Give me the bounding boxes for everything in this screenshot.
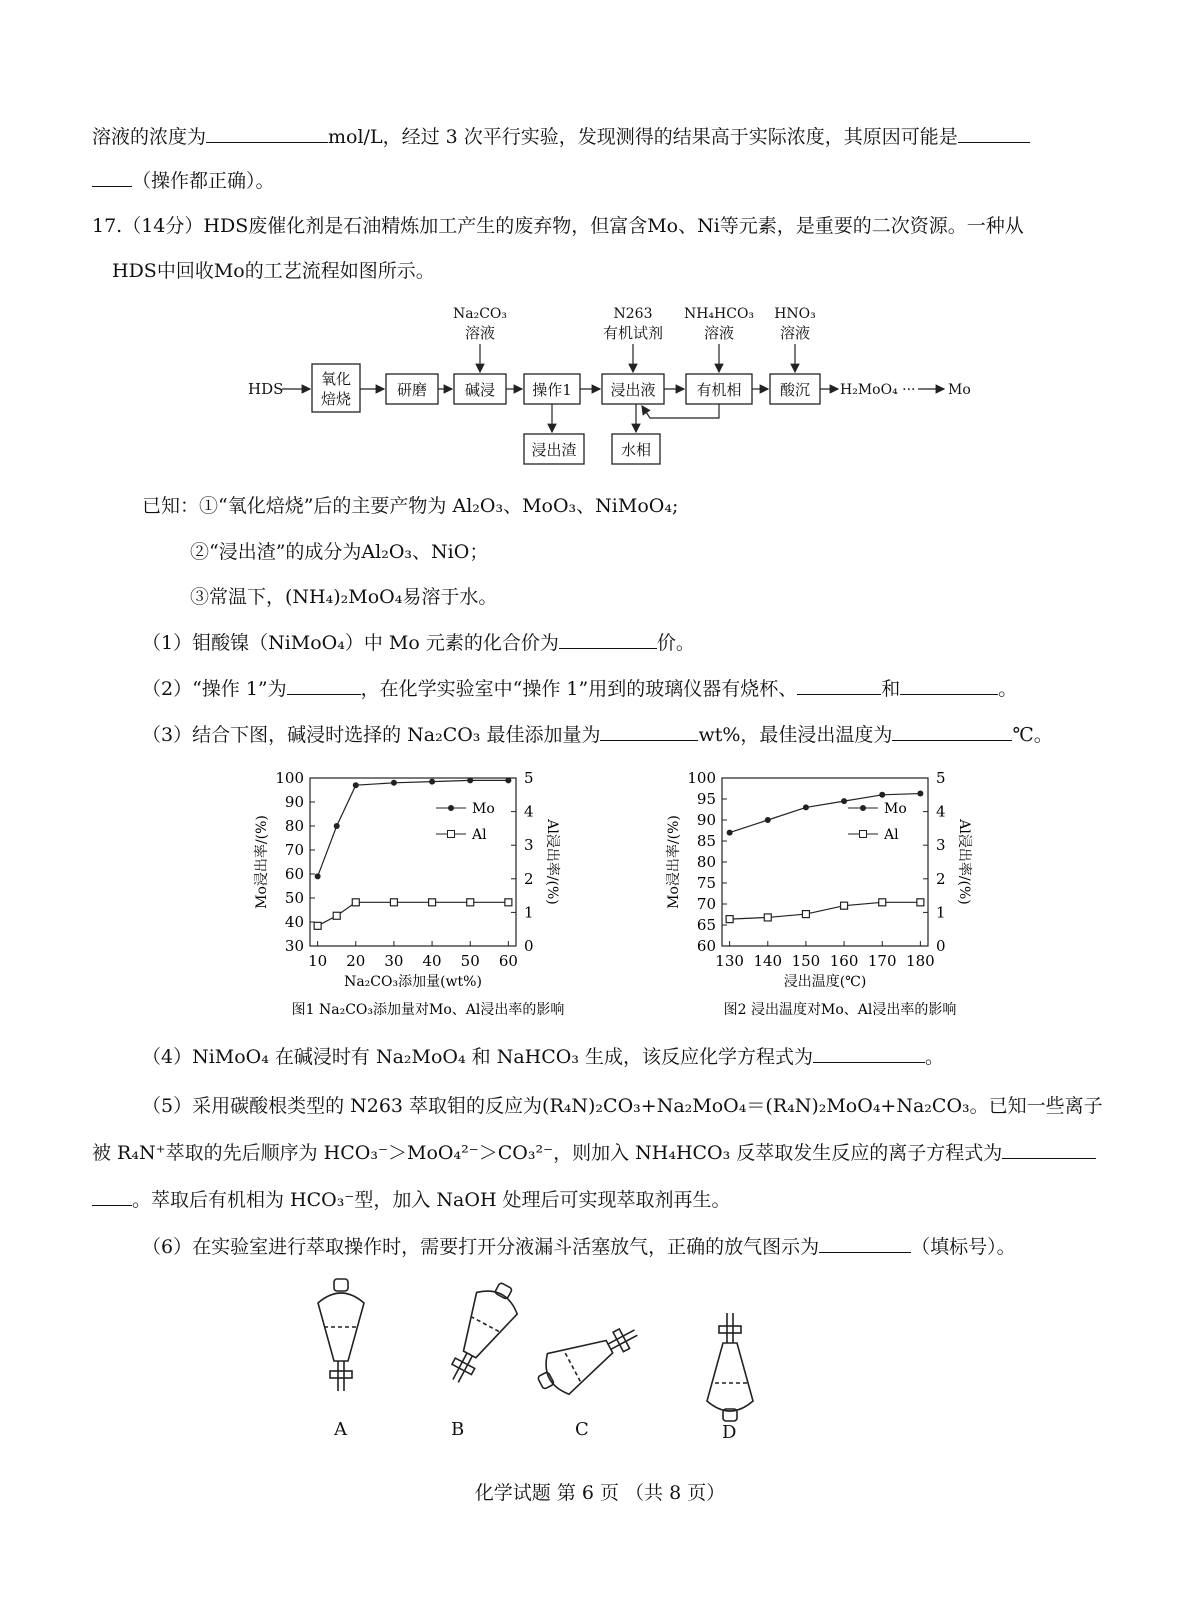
y-tick-label: 80 — [284, 817, 304, 835]
data-point-al — [505, 899, 512, 906]
y-tick-label: 95 — [696, 790, 716, 808]
question-3-text: （3）结合下图，碱浸时选择的 Na₂CO₃ 最佳添加量为 — [142, 724, 601, 746]
x-tick-label: 170 — [867, 952, 897, 970]
box-acid-precip-text: 酸沉 — [779, 381, 811, 399]
y2-tick-label: 2 — [524, 869, 534, 888]
data-point-mo — [353, 782, 359, 788]
y2-tick-label: 4 — [524, 802, 534, 821]
answer-blank[interactable] — [900, 674, 998, 695]
question-4-text: （4）NiMoO₄ 在碱浸时有 Na₂MoO₄ 和 NaHCO₃ 生成，该反应化学方程式为 — [142, 1046, 813, 1068]
known-1 — [142, 492, 1120, 520]
legend-marker — [448, 831, 455, 838]
data-point-mo — [429, 779, 435, 785]
answer-blank[interactable] — [287, 674, 361, 695]
answer-blank[interactable] — [559, 628, 657, 649]
x-tick-label: 150 — [791, 952, 821, 970]
data-point-al — [726, 916, 733, 923]
y-tick-label: 60 — [284, 865, 304, 883]
legend-marker — [860, 805, 866, 811]
known-3-text: ③常温下，(NH₄)₂MoO₄易溶于水。 — [190, 586, 498, 608]
y-tick-label: 100 — [687, 769, 716, 787]
chart-leach-temperature — [650, 762, 1030, 1032]
y-tick-label: 90 — [284, 793, 304, 811]
q17-heading-text: 17.（14分）HDS废催化剂是石油精炼加工产生的废弃物，但富含Mo、Ni等元素，是重要的二次资源。一种从 — [92, 215, 1024, 237]
y2-tick-label: 2 — [936, 869, 946, 888]
data-point-mo — [765, 817, 771, 823]
y-axis-label: Mo浸出率/(%) — [254, 815, 270, 909]
q17-heading — [92, 212, 1120, 240]
question-5-line2 — [92, 1138, 1120, 1167]
box-alkali-leach-text: 碱浸 — [464, 381, 496, 399]
funnel-label-b: B — [451, 1419, 465, 1440]
reagent3-solution: 溶液 — [703, 324, 735, 342]
q16-tail-line1 — [92, 122, 1120, 151]
y-tick-label: 70 — [284, 841, 304, 859]
separatory-funnel-options — [290, 1275, 770, 1455]
data-point-al — [879, 899, 886, 906]
box-grinding-text: 研磨 — [396, 381, 428, 399]
question-1-suffix: 价。 — [656, 632, 695, 654]
y-tick-label: 75 — [696, 874, 716, 892]
x-tick-label: 180 — [906, 952, 935, 970]
known-3 — [190, 583, 1120, 611]
box-operation-1-text: 操作1 — [532, 381, 572, 399]
x-tick-label: 130 — [715, 952, 744, 970]
funnel-label-a: A — [334, 1419, 347, 1440]
legend-label: Al — [472, 827, 487, 843]
flow-product: H₂MoO₄ ··· — [840, 382, 916, 398]
box-leachate-text: 浸出液 — [610, 381, 656, 399]
data-point-al — [467, 899, 474, 906]
data-point-mo — [315, 873, 321, 879]
data-point-mo — [505, 777, 511, 783]
legend-marker — [448, 805, 454, 811]
data-point-al — [333, 912, 340, 919]
reagent1-solution: 溶液 — [464, 324, 496, 342]
flow-final: Mo — [948, 382, 971, 398]
y-tick-label: 30 — [284, 937, 304, 955]
y2-tick-label: 3 — [936, 836, 946, 855]
data-point-mo — [467, 777, 473, 783]
y-tick-label: 70 — [696, 895, 716, 913]
legend-label: Al — [884, 827, 899, 843]
funnel-label-c: C — [575, 1419, 589, 1440]
funnel-c-icon — [530, 1312, 647, 1403]
data-point-al — [429, 899, 436, 906]
known-1-text: 已知：①“氧化焙烧”后的主要产物为 Al₂O₃、MoO₃、NiMoO₄; — [142, 495, 679, 517]
data-point-al — [352, 899, 359, 906]
legend-label: Mo — [884, 801, 907, 817]
y2-tick-label: 0 — [524, 937, 534, 955]
page-footer: 化学试题 第 6 页 （共 8 页） — [474, 1482, 726, 1504]
question-5-text-b: 被 R₄N⁺萃取的先后顺序为 HCO₃⁻＞MoO₄²⁻＞CO₃²⁻，则加入 NH₄HCO₃ 反萃取发生反应的离子方程式为 — [92, 1142, 1003, 1164]
answer-blank[interactable] — [92, 166, 132, 187]
data-point-al — [764, 914, 771, 921]
text-l2: （操作都正确）。 — [132, 170, 275, 192]
x-tick-label: 20 — [346, 952, 366, 970]
x-tick-label: 160 — [829, 952, 859, 970]
question-4-suffix: 。 — [925, 1046, 945, 1068]
answer-blank[interactable] — [206, 122, 328, 143]
y-tick-label: 85 — [696, 832, 716, 850]
x-axis-label: 浸出温度(℃) — [783, 974, 867, 990]
y2-tick-label: 1 — [524, 903, 534, 922]
answer-blank[interactable] — [813, 1042, 925, 1063]
data-point-al — [314, 922, 321, 929]
y-tick-label: 60 — [696, 937, 716, 955]
question-5-line3 — [92, 1185, 1120, 1214]
data-point-mo — [841, 798, 847, 804]
data-point-mo — [879, 792, 885, 798]
known-2 — [190, 538, 1120, 566]
text-l1b: mol/L，经过 3 次平行实验，发现测得的结果高于实际浓度，其原因可能是 — [328, 126, 958, 148]
data-point-mo — [391, 780, 397, 786]
answer-blank[interactable] — [819, 1232, 911, 1253]
q17-heading-2 — [112, 257, 1120, 285]
box-oxidation-text2: 焙烧 — [320, 390, 352, 408]
box-organic-phase-text: 有机相 — [696, 381, 742, 399]
box-aqueous-text: 水相 — [620, 441, 652, 459]
question-2-text-d: 。 — [998, 678, 1018, 700]
known-2-text: ②“浸出渣”的成分为Al₂O₃、NiO； — [190, 541, 489, 563]
reagent2-solution: 有机试剂 — [602, 324, 664, 342]
x-tick-label: 140 — [753, 952, 783, 970]
question-6-text: （6）在实验室进行萃取操作时，需要打开分液漏斗活塞放气，正确的放气图示为 — [142, 1236, 820, 1258]
reagent4-solution: 溶液 — [779, 324, 811, 342]
answer-blank[interactable] — [958, 122, 1030, 143]
data-point-mo — [803, 804, 809, 810]
question-3 — [142, 720, 1120, 749]
question-2-text-c: 和 — [881, 678, 901, 700]
y-tick-label: 40 — [284, 913, 304, 931]
question-2 — [142, 674, 1120, 703]
y2-tick-label: 0 — [936, 937, 946, 955]
question-5 — [142, 1092, 1120, 1120]
y-tick-label: 50 — [284, 889, 304, 907]
x-tick-label: 60 — [498, 952, 518, 970]
chart-title: 图1 Na₂CO₃添加量对Mo、Al浸出率的影响 — [291, 1002, 565, 1018]
question-1 — [142, 628, 1120, 657]
y-tick-label: 90 — [696, 811, 716, 829]
process-flow-diagram — [230, 300, 990, 470]
question-3-text-c: ℃。 — [1012, 724, 1053, 746]
y-axis-label: Mo浸出率/(%) — [666, 815, 682, 909]
series-line-al — [730, 902, 921, 919]
y2-tick-label: 3 — [524, 836, 534, 855]
y2-tick-label: 4 — [936, 802, 946, 821]
data-point-al — [841, 902, 848, 909]
question-5-text: （5）采用碳酸根类型的 N263 萃取钼的反应为(R₄N)₂CO₃+Na₂MoO₄＝(R₄N)₂MoO₄+Na₂CO₃。已知一些离子 — [142, 1095, 1103, 1117]
q17-heading-text-2: HDS中回收Mo的工艺流程如图所示。 — [112, 260, 435, 282]
box-oxidation-text1: 氧化 — [320, 370, 352, 388]
y2-axis-label: Al浸出率/(%) — [956, 819, 972, 905]
question-6-suffix: （填标号）。 — [911, 1236, 1016, 1258]
reagent4-formula: HNO₃ — [774, 306, 816, 322]
funnel-a-icon — [318, 1279, 364, 1391]
data-point-mo — [334, 823, 340, 829]
reagent2-formula: N263 — [613, 306, 653, 322]
y-tick-label: 65 — [696, 916, 716, 934]
question-4 — [142, 1042, 1120, 1071]
chart-title: 图2 浸出温度对Mo、Al浸出率的影响 — [723, 1002, 957, 1018]
series-line-al — [318, 902, 509, 926]
x-tick-label: 40 — [422, 952, 442, 970]
x-tick-label: 10 — [308, 952, 328, 970]
answer-blank[interactable] — [600, 720, 698, 741]
y2-axis-label: Al浸出率/(%) — [544, 819, 560, 905]
flow-input: HDS — [248, 380, 284, 398]
y2-tick-label: 5 — [524, 769, 534, 787]
funnel-label-d: D — [722, 1422, 737, 1443]
question-3-text-b: wt%，最佳浸出温度为 — [698, 724, 893, 746]
y2-tick-label: 1 — [936, 903, 946, 922]
answer-blank[interactable] — [92, 1185, 132, 1206]
box-residue-text: 浸出渣 — [531, 441, 577, 459]
data-point-mo — [917, 791, 923, 797]
question-1-text: （1）钼酸镍（NiMoO₄）中 Mo 元素的化合价为 — [142, 632, 559, 654]
chart-na2co3-dosage — [238, 762, 618, 1032]
legend-marker — [860, 831, 867, 838]
reagent1-formula: Na₂CO₃ — [452, 306, 508, 322]
y-tick-label: 80 — [696, 853, 716, 871]
data-point-mo — [727, 830, 733, 836]
answer-blank[interactable] — [892, 720, 1012, 741]
question-5-text-c: 。萃取后有机相为 HCO₃⁻型，加入 NaOH 处理后可实现萃取剂再生。 — [132, 1189, 731, 1211]
answer-blank[interactable] — [797, 674, 881, 695]
funnel-b-icon — [435, 1275, 526, 1392]
funnel-d-icon — [707, 1313, 753, 1421]
recycle-arrow — [642, 404, 719, 418]
x-axis-label: Na₂CO₃添加量(wt%) — [344, 974, 482, 990]
reagent3-formula: NH₄HCO₃ — [683, 306, 755, 322]
text-l1a: 溶液的浓度为 — [92, 126, 207, 148]
answer-blank[interactable] — [1002, 1138, 1096, 1159]
x-tick-label: 30 — [384, 952, 404, 970]
question-2-text: （2）“操作 1”为 — [142, 678, 287, 700]
data-point-al — [917, 899, 924, 906]
data-point-al — [390, 899, 397, 906]
question-6 — [142, 1232, 1120, 1261]
y2-tick-label: 5 — [936, 769, 946, 787]
x-tick-label: 50 — [460, 952, 480, 970]
y-tick-label: 100 — [275, 769, 304, 787]
question-2-text-b: ，在化学实验室中“操作 1”用到的玻璃仪器有烧杯、 — [360, 678, 798, 700]
q16-tail-line2 — [92, 166, 1120, 195]
data-point-al — [802, 911, 809, 918]
legend-label: Mo — [472, 801, 495, 817]
